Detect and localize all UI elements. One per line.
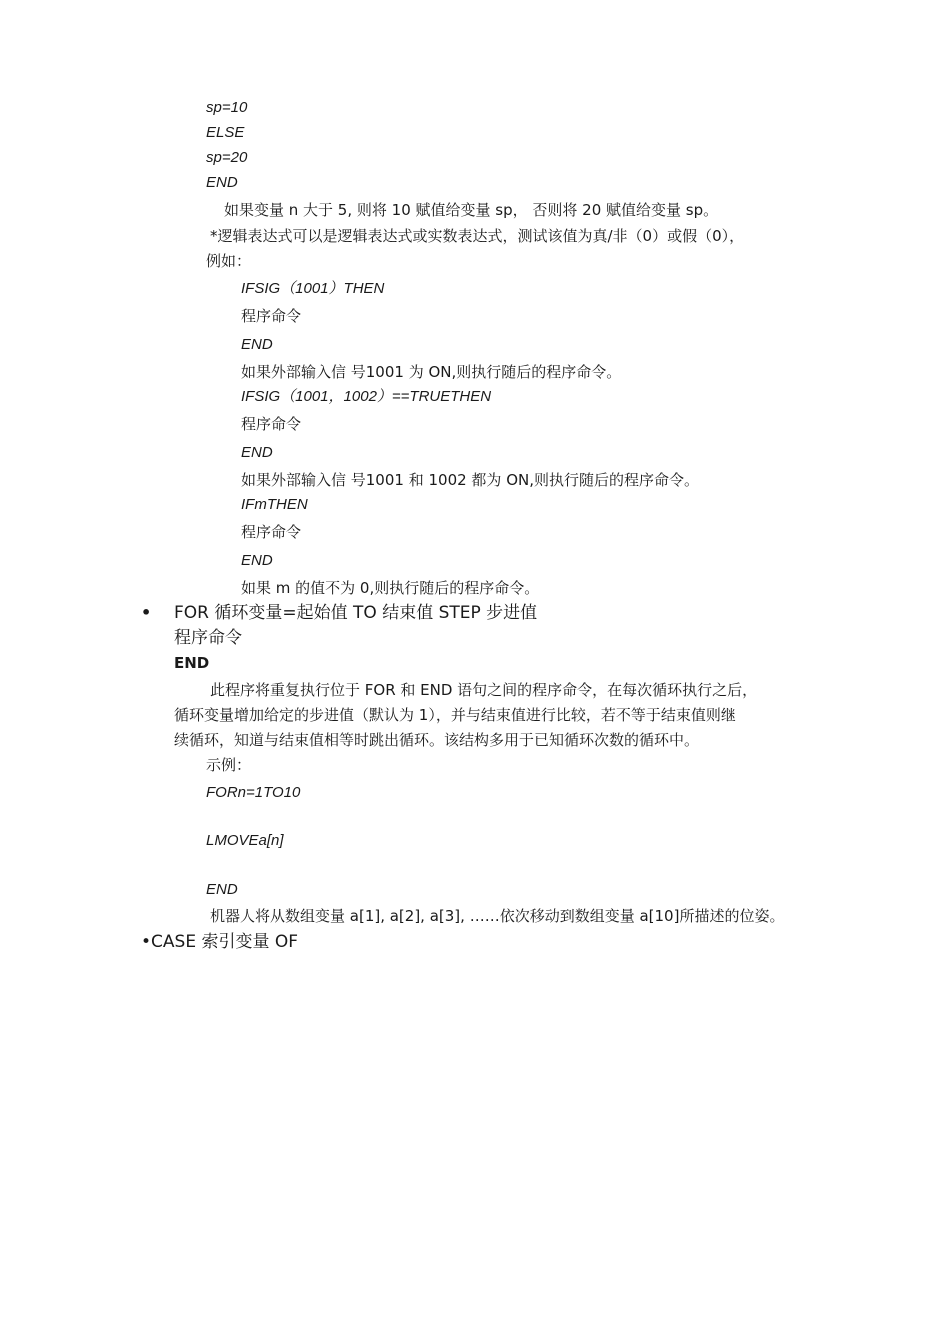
for-para-line1: 此程序将重复执行位于 FOR 和 END 语句之间的程序命令，在每次循环执行之后， [210, 681, 758, 699]
example1-desc: 如果外部输入信 号1001 为 ON,则执行随后的程序命令。 [241, 363, 622, 381]
example1-end: END [241, 336, 273, 353]
example2-desc: 如果外部输入信 号1001 和 1002 都为 ON,则执行随后的程序命令。 [241, 471, 699, 489]
example2-code: IFSIG（1001，1002）==TRUETHEN [241, 388, 492, 405]
example2-end: END [241, 444, 273, 461]
for-example-label: 示例： [206, 756, 252, 774]
example1-code: IFSIG（1001）THEN [241, 280, 385, 297]
example3-end: END [241, 552, 273, 569]
code-line-sp20: sp=20 [206, 149, 248, 166]
example1-body: 程序命令 [241, 307, 302, 325]
for-heading: FOR 循环变量=起始值 TO 结束值 STEP 步进值 [174, 603, 538, 623]
example3-code: IFmTHEN [241, 496, 308, 513]
example3-desc: 如果 m 的值不为 0,则执行随后的程序命令。 [241, 579, 540, 597]
logic-note-line1: *逻辑表达式可以是逻辑表达式或实数表达式，测试该值为真/非（0）或假（0）， [210, 227, 745, 245]
code-line-sp10: sp=10 [206, 99, 248, 116]
example2-body: 程序命令 [241, 415, 302, 433]
code-line-else: ELSE [206, 124, 245, 141]
for-body: 程序命令 [174, 628, 242, 648]
example3-body: 程序命令 [241, 523, 302, 541]
for-bullet: • [141, 603, 152, 622]
case-heading: •CASE 索引变量 OF [141, 932, 299, 952]
for-para-line3: 续循环，知道与结束值相等时跳出循环。该结构多用于已知循环次数的循环中。 [174, 731, 700, 749]
for-explanation: 机器人将从数组变量 a[1], a[2], a[3], ……依次移动到数组变量 a[10]所描述的位姿。 [210, 907, 785, 925]
for-end: END [174, 654, 210, 672]
for-code-line2: LMOVEa[n] [206, 832, 284, 849]
for-code-line1: FORn=1TO10 [206, 784, 301, 801]
if-explanation: 如果变量 n 大于 5, 则将 10 赋值给变量 sp， 否则将 20 赋值给变量 sp。 [224, 201, 719, 219]
for-code-line3: END [206, 881, 238, 898]
logic-note-line2: 例如： [206, 252, 252, 270]
code-line-end: END [206, 174, 238, 191]
for-para-line2: 循环变量增加给定的步进值（默认为 1），并与结束值进行比较，若不等于结束值则继 [174, 706, 736, 724]
